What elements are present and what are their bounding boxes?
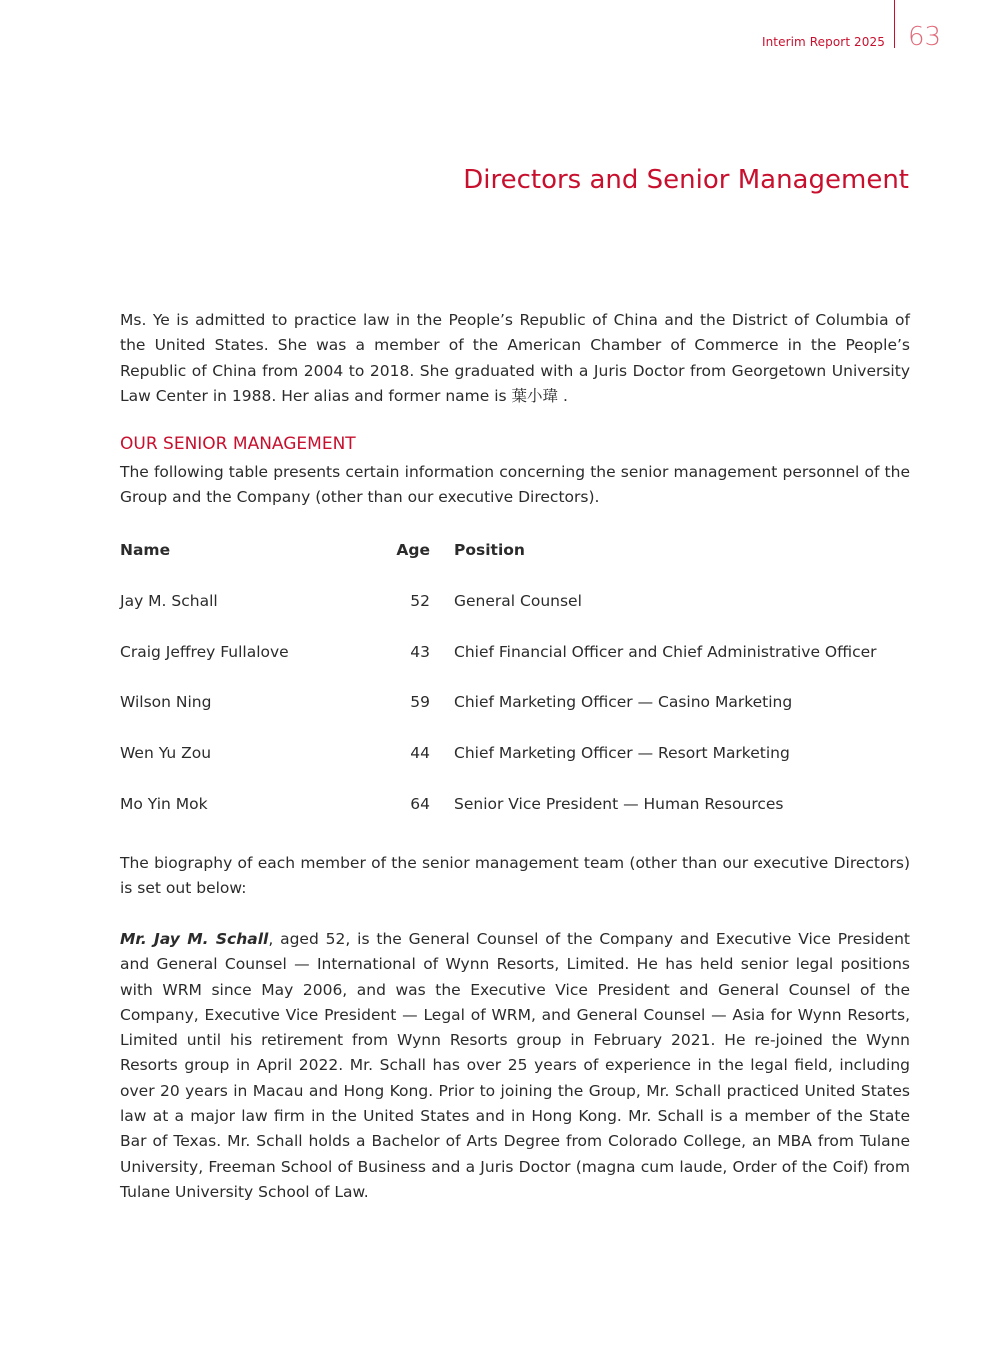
cell-name: Wen Yu Zou <box>120 744 212 763</box>
biography-intro-section <box>120 851 910 902</box>
table-row <box>120 795 910 846</box>
senior-management-section <box>120 434 910 511</box>
intro-section <box>120 308 910 409</box>
cell-position: Chief Marketing Officer — Resort Marketing <box>454 744 790 763</box>
cell-age: 52 <box>410 592 430 610</box>
biography-text: , aged 52, is the General Counsel of the Company and Executive Vice President and General Counsel — International of Wynn Resorts, Limited. He has held senior legal positions with WRM since May 2006, and was the Executive Vice President and General Counsel of the Company, Executive Vice President — Legal of WRM, and General Counsel — Asia for Wynn Resorts, Limited until his retirement from Wynn Resorts group in February 2021. He re-joined the Wynn Resorts group in April 2022. Mr. Schall has over 25 years of experience in the legal field, including over 20 years in Macau and Hong Kong. Prior to joining the Group, Mr. Schall practiced United States law at a major law firm in the United States and in Hong Kong. Mr. Schall is a member of the State Bar of Texas. Mr. Schall holds a Bachelor of Arts Degree from Colorado College, an MBA from Tulane University, Freeman School of Business and a Juris Doctor (magna cum laude, Order of the Coif) from Tulane University School of Law. <box>120 930 910 1201</box>
report-label: Interim Report 2025 <box>761 35 885 49</box>
cell-name: Mo Yin Mok <box>120 794 208 813</box>
header-divider <box>894 0 895 48</box>
cell-age: 43 <box>410 642 430 661</box>
cell-position: Chief Financial Officer and Chief Administrative Officer <box>454 642 877 661</box>
biography-name: Mr. Jay M. Schall <box>120 930 269 948</box>
biography-paragraph <box>120 927 910 1205</box>
table-row <box>120 693 910 744</box>
column-header-position: Position <box>454 541 525 559</box>
column-header-name: Name <box>120 541 171 559</box>
biography-intro: The biography of each member of the senior management team (other than our executive Directors) is set out below: <box>120 854 910 898</box>
cell-name: Jay M. Schall <box>120 592 218 610</box>
column-header-age: Age <box>396 541 430 559</box>
table-row <box>120 643 910 694</box>
cell-age: 59 <box>410 693 430 712</box>
cell-position: General Counsel <box>454 592 582 610</box>
table-header-row <box>120 541 910 592</box>
table-row <box>120 744 910 795</box>
table-row <box>120 592 910 643</box>
section-description: The following table presents certain information concerning the senior management personnel of the Group and the Company (other than our executive Directors). <box>120 463 910 507</box>
biography-section <box>120 927 910 1205</box>
cell-position: Senior Vice President — Human Resources <box>454 794 784 813</box>
section-heading: OUR SENIOR MANAGEMENT <box>120 434 356 454</box>
cell-name: Craig Jeffrey Fullalove <box>120 642 289 661</box>
cell-position: Chief Marketing Officer — Casino Marketing <box>454 693 793 712</box>
senior-management-table <box>120 541 910 845</box>
cell-name: Wilson Ning <box>120 693 212 712</box>
intro-paragraph: Ms. Ye is admitted to practice law in the People’s Republic of China and the District of Columbia of the United States. She was a member of the American Chamber of Commerce in the People’s Republic of China from 2004 to 2018. She graduated with a Juris Doctor from Georgetown University Law Center in 1988. Her alias and former name is 葉小瑋 . <box>120 311 910 405</box>
page-title: Directors and Senior Management <box>463 165 909 195</box>
cell-age: 44 <box>410 744 430 763</box>
page-number: 63 <box>908 22 942 52</box>
cell-age: 64 <box>410 794 430 813</box>
